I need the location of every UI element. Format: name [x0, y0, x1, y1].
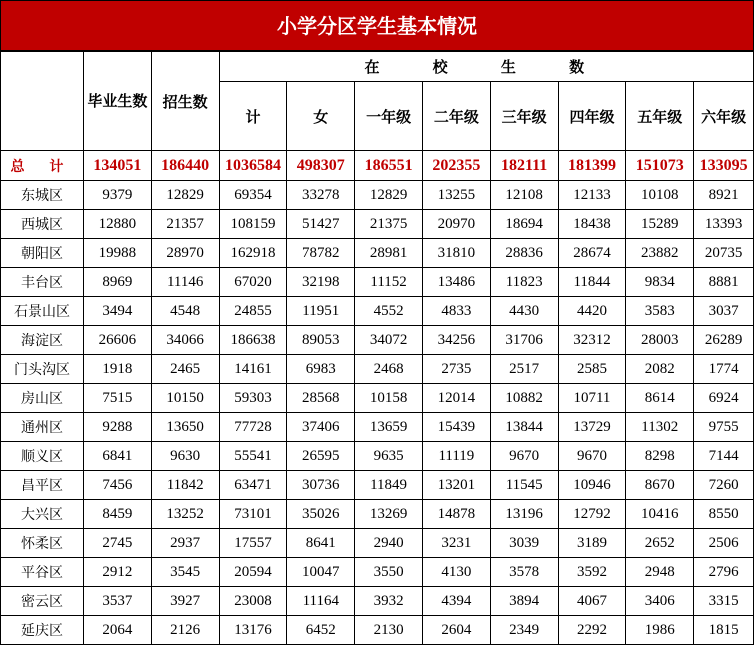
table-cell: 10416 — [626, 500, 694, 529]
table-cell: 63471 — [219, 471, 287, 500]
table-cell: 28003 — [626, 326, 694, 355]
table-cell: 8921 — [694, 181, 754, 210]
table-cell: 13393 — [694, 210, 754, 239]
table-cell: 181399 — [558, 151, 626, 181]
table-cell: 3037 — [694, 297, 754, 326]
district-name: 怀柔区 — [1, 529, 84, 558]
table-cell: 13176 — [219, 616, 287, 645]
table-cell: 12133 — [558, 181, 626, 210]
table-cell: 2292 — [558, 616, 626, 645]
table-row — [1, 587, 754, 616]
table-cell: 2506 — [694, 529, 754, 558]
table-cell: 11823 — [490, 268, 558, 297]
table-cell: 14878 — [422, 500, 490, 529]
header-grade-6: 六年级 — [694, 82, 754, 151]
table-cell: 2604 — [422, 616, 490, 645]
table-cell: 69354 — [219, 181, 287, 210]
table-row — [1, 558, 754, 587]
table-cell: 3537 — [83, 587, 151, 616]
table-cell: 1986 — [626, 616, 694, 645]
table-cell: 162918 — [219, 239, 287, 268]
table-cell: 8670 — [626, 471, 694, 500]
table-cell: 3039 — [490, 529, 558, 558]
table-row — [1, 268, 754, 297]
table-cell: 10882 — [490, 384, 558, 413]
table-cell: 3583 — [626, 297, 694, 326]
district-name: 门头沟区 — [1, 355, 84, 384]
table-cell: 2130 — [355, 616, 423, 645]
table-cell: 3494 — [83, 297, 151, 326]
table-cell: 7144 — [694, 442, 754, 471]
table-cell: 73101 — [219, 500, 287, 529]
table-cell: 6983 — [287, 355, 355, 384]
table-cell: 3550 — [355, 558, 423, 587]
district-name: 延庆区 — [1, 616, 84, 645]
table-cell: 10108 — [626, 181, 694, 210]
table-cell: 6924 — [694, 384, 754, 413]
table-cell: 2745 — [83, 529, 151, 558]
table-cell: 11842 — [151, 471, 219, 500]
table-cell: 2349 — [490, 616, 558, 645]
table-cell: 15439 — [422, 413, 490, 442]
district-name: 密云区 — [1, 587, 84, 616]
table-cell: 18438 — [558, 210, 626, 239]
table-cell: 11164 — [287, 587, 355, 616]
header-female: 女 — [287, 82, 355, 151]
table-cell: 28568 — [287, 384, 355, 413]
table-cell: 2126 — [151, 616, 219, 645]
table-cell: 6841 — [83, 442, 151, 471]
table-cell: 2796 — [694, 558, 754, 587]
table-cell: 2585 — [558, 355, 626, 384]
table-cell: 28674 — [558, 239, 626, 268]
table-cell: 34072 — [355, 326, 423, 355]
table-cell: 3231 — [422, 529, 490, 558]
table-cell: 13269 — [355, 500, 423, 529]
table-cell: 2937 — [151, 529, 219, 558]
district-name: 海淀区 — [1, 326, 84, 355]
table-cell: 3315 — [694, 587, 754, 616]
table-row — [1, 500, 754, 529]
table-cell: 13252 — [151, 500, 219, 529]
table-cell: 10946 — [558, 471, 626, 500]
table-cell: 13201 — [422, 471, 490, 500]
district-name: 顺义区 — [1, 442, 84, 471]
table-cell: 3578 — [490, 558, 558, 587]
table-cell: 10711 — [558, 384, 626, 413]
header-enrollment: 招生数 — [151, 52, 219, 151]
table-row — [1, 442, 754, 471]
table-cell: 7456 — [83, 471, 151, 500]
table-cell: 3189 — [558, 529, 626, 558]
table-cell: 2912 — [83, 558, 151, 587]
table-cell: 3894 — [490, 587, 558, 616]
table-cell: 20594 — [219, 558, 287, 587]
table-cell: 21357 — [151, 210, 219, 239]
table-cell: 28836 — [490, 239, 558, 268]
data-table — [0, 51, 754, 645]
table-cell: 4552 — [355, 297, 423, 326]
table-cell: 31810 — [422, 239, 490, 268]
district-name: 石景山区 — [1, 297, 84, 326]
table-cell: 186551 — [355, 151, 423, 181]
table-cell: 9630 — [151, 442, 219, 471]
table-cell: 4130 — [422, 558, 490, 587]
district-name: 朝阳区 — [1, 239, 84, 268]
table-cell: 2064 — [83, 616, 151, 645]
table-cell: 108159 — [219, 210, 287, 239]
table-cell: 20970 — [422, 210, 490, 239]
table-cell: 2517 — [490, 355, 558, 384]
table-cell: 13196 — [490, 500, 558, 529]
header-grade-4: 四年级 — [558, 82, 626, 151]
district-name: 丰台区 — [1, 268, 84, 297]
table-cell: 78782 — [287, 239, 355, 268]
table-cell: 9288 — [83, 413, 151, 442]
table-cell: 19988 — [83, 239, 151, 268]
table-cell: 2948 — [626, 558, 694, 587]
table-cell: 59303 — [219, 384, 287, 413]
table-cell: 1918 — [83, 355, 151, 384]
table-cell: 8459 — [83, 500, 151, 529]
table-cell: 32198 — [287, 268, 355, 297]
table-cell: 12829 — [355, 181, 423, 210]
table-cell: 2082 — [626, 355, 694, 384]
table-cell: 8614 — [626, 384, 694, 413]
district-name: 昌平区 — [1, 471, 84, 500]
table-cell: 7260 — [694, 471, 754, 500]
table-cell: 9834 — [626, 268, 694, 297]
table-cell: 151073 — [626, 151, 694, 181]
table-cell: 12829 — [151, 181, 219, 210]
table-cell: 10047 — [287, 558, 355, 587]
table-cell: 2940 — [355, 529, 423, 558]
table-cell: 26606 — [83, 326, 151, 355]
table-row — [1, 297, 754, 326]
table-cell: 8969 — [83, 268, 151, 297]
table-cell: 13255 — [422, 181, 490, 210]
table-cell: 21375 — [355, 210, 423, 239]
table-cell: 202355 — [422, 151, 490, 181]
table-cell: 30736 — [287, 471, 355, 500]
table-cell: 1036584 — [219, 151, 287, 181]
table-cell: 498307 — [287, 151, 355, 181]
table-cell: 4548 — [151, 297, 219, 326]
table-cell: 3545 — [151, 558, 219, 587]
table-cell: 34066 — [151, 326, 219, 355]
table-cell: 9670 — [490, 442, 558, 471]
table-cell: 1815 — [694, 616, 754, 645]
table-cell: 6452 — [287, 616, 355, 645]
district-name: 西城区 — [1, 210, 84, 239]
table-cell: 134051 — [83, 151, 151, 181]
header-grade-2: 二年级 — [422, 82, 490, 151]
table-cell: 186440 — [151, 151, 219, 181]
header-grade-1: 一年级 — [355, 82, 423, 151]
table-cell: 4394 — [422, 587, 490, 616]
table-cell: 4430 — [490, 297, 558, 326]
table-cell: 13844 — [490, 413, 558, 442]
table-cell: 89053 — [287, 326, 355, 355]
table-row — [1, 471, 754, 500]
table-cell: 28981 — [355, 239, 423, 268]
table-row — [1, 239, 754, 268]
table-cell: 51427 — [287, 210, 355, 239]
table-cell: 26289 — [694, 326, 754, 355]
table-cell: 4833 — [422, 297, 490, 326]
table-cell: 10150 — [151, 384, 219, 413]
table-cell: 12108 — [490, 181, 558, 210]
district-name: 东城区 — [1, 181, 84, 210]
table-cell: 182111 — [490, 151, 558, 181]
table-cell: 67020 — [219, 268, 287, 297]
table-cell: 2468 — [355, 355, 423, 384]
table-cell: 12792 — [558, 500, 626, 529]
table-cell: 133095 — [694, 151, 754, 181]
table-cell: 23882 — [626, 239, 694, 268]
district-name: 总 计 — [1, 151, 84, 181]
table-cell: 2652 — [626, 529, 694, 558]
header-grade-3: 三年级 — [490, 82, 558, 151]
table-cell: 11146 — [151, 268, 219, 297]
table-cell: 11302 — [626, 413, 694, 442]
district-name: 大兴区 — [1, 500, 84, 529]
district-name: 通州区 — [1, 413, 84, 442]
table-row — [1, 529, 754, 558]
table-cell: 37406 — [287, 413, 355, 442]
table-cell: 3406 — [626, 587, 694, 616]
table-row — [1, 355, 754, 384]
table-cell: 11545 — [490, 471, 558, 500]
table-cell: 31706 — [490, 326, 558, 355]
page-title: 小学分区学生基本情况 — [0, 0, 754, 51]
table-cell: 186638 — [219, 326, 287, 355]
header-graduates: 毕业生数 — [83, 52, 151, 151]
table-row — [1, 181, 754, 210]
corner-cell — [1, 52, 84, 151]
table-cell: 11849 — [355, 471, 423, 500]
table-cell: 8641 — [287, 529, 355, 558]
table-cell: 3932 — [355, 587, 423, 616]
table-cell: 28970 — [151, 239, 219, 268]
table-cell: 32312 — [558, 326, 626, 355]
table-cell: 8881 — [694, 268, 754, 297]
table-cell: 9755 — [694, 413, 754, 442]
table-cell: 9635 — [355, 442, 423, 471]
table-cell: 3927 — [151, 587, 219, 616]
table-cell: 33278 — [287, 181, 355, 210]
table-cell: 9670 — [558, 442, 626, 471]
district-name: 平谷区 — [1, 558, 84, 587]
table-cell: 11119 — [422, 442, 490, 471]
table-cell: 8298 — [626, 442, 694, 471]
table-cell: 12880 — [83, 210, 151, 239]
table-cell: 14161 — [219, 355, 287, 384]
table-cell: 17557 — [219, 529, 287, 558]
table-cell: 55541 — [219, 442, 287, 471]
table-cell: 1774 — [694, 355, 754, 384]
table-row — [1, 616, 754, 645]
table-row — [1, 413, 754, 442]
table-cell: 8550 — [694, 500, 754, 529]
table-cell: 23008 — [219, 587, 287, 616]
table-cell: 9379 — [83, 181, 151, 210]
table-cell: 13659 — [355, 413, 423, 442]
header-grade-5: 五年级 — [626, 82, 694, 151]
table-row — [1, 326, 754, 355]
header-total: 计 — [219, 82, 287, 151]
table-cell: 13486 — [422, 268, 490, 297]
table-cell: 11844 — [558, 268, 626, 297]
table-cell: 11152 — [355, 268, 423, 297]
table-cell: 10158 — [355, 384, 423, 413]
table-cell: 77728 — [219, 413, 287, 442]
table-cell: 34256 — [422, 326, 490, 355]
table-cell: 2735 — [422, 355, 490, 384]
table-cell: 18694 — [490, 210, 558, 239]
table-cell: 15289 — [626, 210, 694, 239]
table-cell: 13729 — [558, 413, 626, 442]
table-cell: 24855 — [219, 297, 287, 326]
table-cell: 2465 — [151, 355, 219, 384]
table-row — [1, 384, 754, 413]
table-cell: 20735 — [694, 239, 754, 268]
table-cell: 3592 — [558, 558, 626, 587]
table-cell: 4067 — [558, 587, 626, 616]
district-name: 房山区 — [1, 384, 84, 413]
table-cell: 26595 — [287, 442, 355, 471]
header-in-school: 在 校 生 数 — [219, 52, 753, 82]
table-cell: 4420 — [558, 297, 626, 326]
table-row — [1, 210, 754, 239]
table-cell: 12014 — [422, 384, 490, 413]
table-cell: 13650 — [151, 413, 219, 442]
table-cell: 11951 — [287, 297, 355, 326]
table-cell: 7515 — [83, 384, 151, 413]
total-row — [1, 151, 754, 181]
table-cell: 35026 — [287, 500, 355, 529]
